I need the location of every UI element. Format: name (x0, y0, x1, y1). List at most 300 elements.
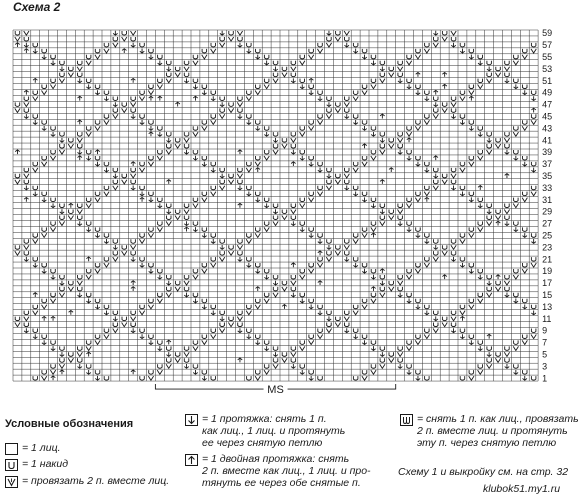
k2tog-stitch-icon (344, 245, 349, 249)
skp-stitch-icon (113, 316, 118, 320)
yo-stitch-icon (78, 144, 83, 148)
skp-stitch-icon (407, 84, 412, 88)
yo-stitch-icon (113, 239, 118, 243)
skp-stitch-icon (469, 126, 474, 130)
yo-stitch-icon (104, 186, 109, 190)
yo-stitch-icon (78, 215, 83, 219)
k2tog-stitch-icon (139, 239, 144, 243)
k2tog-stitch-icon (175, 358, 180, 362)
yo-stitch-icon (33, 91, 38, 95)
yo-stitch-icon (362, 49, 367, 53)
skp-stitch-icon (407, 156, 412, 160)
yo-stitch-icon (86, 198, 91, 202)
k2tog-stitch-icon (353, 168, 358, 172)
yo-stitch-icon (104, 329, 109, 333)
skp-stitch-icon (131, 328, 136, 332)
skp-stitch-icon (247, 191, 252, 195)
yo-stitch-icon (33, 43, 38, 47)
yo-stitch-icon (273, 144, 278, 148)
yo-stitch-icon (300, 126, 305, 130)
skp-stitch-icon (523, 305, 528, 309)
yo-stitch-icon (425, 91, 430, 95)
yo-stitch-icon (318, 114, 323, 118)
skp-stitch-icon (86, 84, 91, 88)
yo-stitch-icon (122, 245, 127, 249)
k2tog-stitch-icon (273, 364, 278, 368)
yo-stitch-icon (496, 67, 501, 71)
yo-stitch-icon (531, 305, 536, 309)
yo-stitch-icon (264, 198, 269, 202)
yo-stitch-icon (371, 221, 376, 225)
double-decrease-stitch-icon (238, 203, 243, 207)
k2tog-stitch-icon (113, 43, 118, 47)
yo-stitch-icon (398, 287, 403, 291)
skp-stitch-icon (416, 162, 421, 166)
k2tog-stitch-icon (522, 126, 527, 130)
yo-stitch-icon (86, 55, 91, 59)
yo-stitch-icon (478, 150, 483, 154)
k2tog-stitch-icon (15, 180, 20, 184)
skp-stitch-icon (345, 328, 350, 332)
yo-stitch-icon (273, 346, 278, 350)
double-decrease-stitch-icon (460, 316, 465, 320)
yo-stitch-icon (451, 37, 456, 41)
row-number: 23 (542, 242, 553, 253)
yo-stitch-icon (291, 215, 296, 219)
double-decrease-stitch-icon (256, 168, 261, 172)
yo-stitch-icon (416, 192, 421, 196)
k2tog-stitch-icon (380, 293, 385, 297)
yo-stitch-icon (291, 132, 296, 136)
yo-stitch-icon (193, 79, 198, 83)
row-number: 19 (542, 266, 553, 277)
yo-stitch-icon (86, 364, 91, 368)
k2tog-stitch-icon (504, 210, 509, 214)
k2tog-stitch-icon (451, 245, 456, 249)
footer-reference: Схему 1 и выкройку см. на стр. 32 (398, 466, 569, 478)
skp-stitch-icon (434, 31, 439, 35)
yo-stitch-icon (345, 37, 350, 41)
yo-stitch-icon (469, 370, 474, 374)
skp-stitch-icon (167, 67, 172, 71)
yo-stitch-icon (371, 364, 376, 368)
skp-stitch-icon (238, 257, 243, 261)
yo-stitch-icon (51, 340, 56, 344)
skp-stitch-icon (264, 61, 269, 65)
skp-stitch-icon (104, 168, 109, 172)
skp-stitch-icon (42, 55, 47, 59)
yo-stitch-icon (309, 49, 314, 53)
yo-stitch-icon (238, 323, 243, 327)
yo-stitch-icon (264, 293, 269, 297)
yo-stitch-icon (78, 204, 83, 208)
yo-stitch-icon (469, 85, 474, 89)
yo-stitch-icon (496, 352, 501, 356)
skp-stitch-icon (291, 221, 296, 225)
skp-stitch-icon (256, 269, 261, 273)
double-decrease-stitch-icon (78, 156, 83, 160)
yo-stitch-icon (300, 150, 305, 154)
yo-stitch-icon (42, 334, 47, 338)
yo-stitch-icon (247, 376, 252, 380)
skp-stitch-icon (158, 203, 163, 207)
k2tog-stitch-icon (371, 156, 376, 160)
yo-stitch-icon (345, 323, 350, 327)
skp-stitch-icon (353, 334, 358, 338)
skp-stitch-icon (505, 221, 510, 225)
k2tog-stitch-icon (59, 221, 64, 225)
yo-stitch-icon (273, 215, 278, 219)
double-decrease-stitch-icon (95, 150, 100, 154)
k2tog-stitch-icon (42, 305, 47, 309)
k2tog-stitch-icon (442, 323, 447, 327)
row-number: 9 (542, 325, 548, 336)
k2tog-stitch-icon (157, 85, 162, 89)
skp-stitch-icon (362, 55, 367, 59)
yo-stitch-icon (78, 346, 83, 350)
k2tog-stitch-icon (193, 275, 198, 279)
skp-stitch-icon (113, 174, 118, 178)
yo-stitch-icon (505, 144, 510, 148)
skp-stitch-icon (184, 364, 189, 368)
k2tog-stitch-icon (415, 340, 420, 344)
yo-stitch-icon (327, 311, 332, 315)
k2tog-stitch-icon (513, 275, 518, 279)
yo-stitch-icon (398, 358, 403, 362)
double-decrease-stitch-icon (131, 281, 136, 285)
k2tog-stitch-icon (273, 221, 278, 225)
skp-stitch-icon (318, 96, 323, 100)
yo-stitch-icon (514, 269, 519, 273)
yo-stitch-icon (389, 138, 394, 142)
skp-stitch-icon (95, 305, 100, 309)
skp-stitch-icon (523, 90, 528, 94)
skp-stitch-icon (184, 150, 189, 154)
yo-stitch-icon (42, 227, 47, 231)
k2tog-stitch-icon (433, 329, 438, 333)
k2tog-stitch-icon (255, 233, 260, 237)
k2tog-stitch-icon (42, 162, 47, 166)
yo-stitch-icon (193, 150, 198, 154)
yo-stitch-icon (167, 132, 172, 136)
double-decrease-stitch-icon (487, 334, 492, 338)
yo-stitch-icon (95, 120, 100, 124)
skp-stitch-icon (131, 114, 136, 118)
legend-skp: = 1 протяжка: снять 1 п. как лиц., 1 лиц. и протянуть ее через снятую петлю (185, 413, 345, 449)
yo-stitch-icon (33, 114, 38, 118)
skp-stitch-icon (95, 233, 100, 237)
k2tog-stitch-icon (487, 364, 492, 368)
yo-stitch-icon (60, 73, 64, 77)
yo-stitch-icon (158, 55, 163, 59)
skp-stitch-icon (247, 49, 252, 53)
k2tog-stitch-icon (15, 323, 20, 327)
k2tog-stitch-icon (504, 138, 509, 142)
yo-stitch-icon (95, 334, 100, 338)
k2tog-stitch-icon (184, 67, 189, 71)
yo-stitch-icon (451, 239, 456, 243)
yo-stitch-icon (398, 132, 403, 136)
double-decrease-stitch-icon (69, 203, 74, 207)
k2tog-stitch-icon (237, 31, 242, 35)
yo-symbol-icon (5, 459, 18, 471)
yo-stitch-icon (398, 144, 403, 148)
double-decrease-stitch-icon (86, 257, 91, 261)
k2tog-stitch-icon (122, 251, 127, 255)
k2tog-stitch-icon (380, 364, 385, 368)
yo-stitch-icon (362, 120, 367, 124)
yo-stitch-icon (362, 85, 367, 89)
yo-stitch-icon (478, 126, 483, 130)
k2tog-stitch-icon (148, 233, 153, 237)
yo-stitch-icon (247, 43, 252, 47)
yo-stitch-icon (505, 215, 510, 219)
skp-stitch-icon (78, 221, 83, 225)
double-decrease-stitch-icon (42, 316, 47, 320)
double-decrease-stitch-icon (149, 132, 154, 136)
yo-stitch-icon (300, 221, 305, 225)
yo-stitch-icon (407, 293, 412, 297)
k2tog-stitch-icon (50, 227, 55, 231)
skp-stitch-icon (505, 364, 510, 368)
double-decrease-stitch-icon (238, 358, 243, 362)
yo-stitch-icon (256, 49, 261, 53)
yo-stitch-icon (60, 346, 64, 350)
k2tog-stitch-icon (113, 257, 118, 261)
k2tog-stitch-icon (246, 239, 251, 243)
yo-stitch-icon (353, 114, 358, 118)
skp-stitch-icon (86, 156, 91, 160)
double-decrease-stitch-icon (24, 197, 29, 201)
yo-stitch-icon (336, 102, 341, 106)
yo-stitch-icon (42, 120, 47, 124)
double-decrease-stitch-icon (86, 352, 91, 356)
yo-stitch-icon (353, 257, 358, 261)
double-decrease-stitch-icon (434, 156, 439, 160)
skp-stitch-icon (434, 245, 439, 249)
yo-stitch-icon (140, 162, 145, 166)
k2tog-stitch-icon (531, 120, 536, 124)
skp-stitch-icon (291, 364, 296, 368)
yo-stitch-icon (104, 162, 109, 166)
yo-stitch-icon (247, 305, 252, 309)
yo-stitch-icon (158, 198, 163, 202)
yo-stitch-icon (416, 370, 421, 374)
k2tog-stitch-icon (148, 91, 153, 95)
yo-stitch-icon (247, 91, 252, 95)
row-number: 43 (542, 123, 553, 134)
skp-stitch-icon (469, 197, 474, 201)
k2tog-stitch-icon (68, 73, 73, 77)
skp-stitch-icon (113, 245, 118, 249)
k2tog-stitch-icon (59, 364, 64, 368)
k2tog-stitch-icon (371, 370, 376, 374)
double-decrease-stitch-icon (15, 150, 20, 154)
skp-stitch-icon (193, 370, 198, 374)
k2tog-stitch-icon (33, 311, 38, 315)
yo-stitch-icon (122, 174, 127, 178)
k2tog-stitch-icon (104, 49, 109, 53)
yo-stitch-icon (131, 239, 136, 243)
skp-stitch-icon (184, 78, 189, 82)
yo-stitch-icon (318, 305, 323, 309)
yo-stitch-icon (264, 269, 269, 273)
double-decrease-stitch-icon (33, 78, 38, 82)
k2tog-stitch-icon (353, 239, 358, 243)
yo-stitch-icon (514, 364, 519, 368)
yo-stitch-icon (15, 174, 20, 178)
knit-symbol-icon (5, 443, 18, 455)
skp-stitch-icon (131, 186, 136, 190)
yo-stitch-icon (300, 269, 305, 273)
double-decrease-stitch-icon (51, 376, 56, 380)
k2tog-stitch-icon (451, 102, 456, 106)
yo-stitch-icon (184, 61, 189, 65)
yo-stitch-icon (184, 358, 189, 362)
yo-stitch-icon (60, 275, 64, 279)
yo-stitch-icon (389, 352, 394, 356)
skp-stitch-icon (478, 275, 483, 279)
yo-stitch-icon (51, 269, 56, 273)
yo-stitch-icon (523, 120, 528, 124)
k2tog-stitch-icon (335, 180, 340, 184)
row-number: 13 (542, 301, 553, 312)
k2tog-stitch-icon (113, 329, 118, 333)
k2tog-stitch-icon (300, 275, 305, 279)
yo-stitch-icon (202, 227, 207, 231)
k2tog-stitch-icon (184, 210, 189, 214)
yo-stitch-icon (51, 364, 56, 368)
yo-stitch-icon (167, 73, 172, 77)
yo-stitch-icon (24, 311, 29, 315)
yo-stitch-icon (523, 227, 528, 231)
legend-k2tog: = провязать 2 п. вместе лиц. (5, 475, 169, 488)
row-number: 51 (542, 75, 553, 86)
skp-stitch-icon (193, 84, 198, 88)
skp-stitch-icon (407, 370, 412, 374)
k2tog-stitch-icon (166, 79, 171, 83)
k2tog-stitch-icon (478, 85, 483, 89)
yo-stitch-icon (425, 114, 430, 118)
k2tog-stitch-icon (522, 340, 527, 344)
k2tog-stitch-icon (335, 37, 340, 41)
k2tog-stitch-icon (113, 186, 118, 190)
skp-stitch-icon (113, 102, 118, 106)
k2tog-stitch-icon (211, 192, 216, 196)
yo-stitch-icon (407, 150, 412, 154)
yo-stitch-icon (95, 370, 100, 374)
yo-stitch-icon (51, 221, 56, 225)
double-decrease-stitch-icon (238, 150, 243, 154)
k2tog-stitch-icon (95, 126, 100, 130)
row-number: 31 (542, 194, 553, 205)
k2tog-stitch-icon (15, 251, 20, 255)
yo-stitch-icon (451, 180, 456, 184)
k2tog-stitch-icon (442, 108, 447, 112)
skp-stitch-icon (531, 310, 536, 314)
yo-stitch-icon (238, 251, 243, 255)
yo-stitch-icon (282, 210, 287, 214)
skp-stitch-icon (469, 340, 474, 344)
skp-stitch-icon (398, 364, 403, 368)
yo-stitch-icon (158, 150, 163, 154)
k2tog-stitch-icon (406, 204, 411, 208)
k2tog-stitch-icon (59, 293, 64, 297)
k2tog-stitch-icon (50, 85, 55, 89)
k2tog-stitch-icon (522, 198, 527, 202)
yo-stitch-icon (256, 334, 261, 338)
yo-stitch-icon (256, 263, 261, 267)
skp-stitch-icon (51, 275, 56, 279)
yo-stitch-icon (69, 352, 74, 356)
k2tog-stitch-icon (424, 263, 429, 267)
skp-stitch-icon (300, 84, 305, 88)
yo-stitch-icon (531, 329, 536, 333)
k2tog-stitch-icon (77, 281, 82, 285)
yo-stitch-icon (362, 370, 367, 374)
k2tog-stitch-icon (504, 352, 509, 356)
skp-stitch-icon (202, 90, 207, 94)
yo-stitch-icon (158, 221, 163, 225)
row-number: 41 (542, 135, 553, 146)
yo-stitch-icon (104, 91, 109, 95)
k2tog-stitch-icon (193, 132, 198, 136)
k2tog-stitch-icon (309, 55, 314, 59)
k2tog-stitch-icon (237, 245, 242, 249)
yo-stitch-icon (434, 180, 439, 184)
yo-stitch-icon (327, 323, 332, 327)
yo-stitch-icon (229, 102, 234, 106)
yo-stitch-icon (273, 275, 278, 279)
yo-stitch-icon (327, 251, 332, 255)
k2tog-stitch-icon (148, 162, 153, 166)
k2tog-symbol-icon (5, 476, 18, 488)
skp-stitch-icon (60, 352, 64, 356)
k2tog-stitch-icon (415, 198, 420, 202)
skp-stitch-icon (380, 138, 385, 142)
skp-stitch-icon (211, 168, 216, 172)
yo-stitch-icon (140, 233, 145, 237)
double-decrease-stitch-icon (371, 233, 376, 237)
yo-stitch-icon (460, 43, 465, 47)
skp-stitch-icon (238, 43, 243, 47)
k2tog-stitch-icon (184, 352, 189, 356)
k2tog-stitch-icon (487, 150, 492, 154)
row-number: 59 (542, 28, 553, 39)
k2tog-stitch-icon (504, 281, 509, 285)
yo-stitch-icon (416, 156, 421, 160)
k2tog-stitch-icon (362, 305, 367, 309)
skp-stitch-icon (460, 49, 465, 53)
double-decrease-stitch-icon (318, 281, 323, 285)
yo-stitch-icon (469, 192, 474, 196)
skp-stitch-icon (309, 233, 314, 237)
skp-stitch-icon (309, 305, 314, 309)
yo-stitch-icon (309, 299, 314, 303)
yo-stitch-icon (60, 204, 64, 208)
k2tog-stitch-icon (433, 257, 438, 261)
double-decrease-stitch-icon (291, 263, 296, 267)
yo-stitch-icon (193, 364, 198, 368)
skp-stitch-icon (425, 310, 430, 314)
skp-stitch-icon (380, 67, 385, 71)
yo-stitch-icon (282, 138, 287, 142)
k2tog-stitch-icon (202, 269, 207, 273)
k2tog-stitch-icon (15, 108, 20, 112)
skp-stitch-icon (51, 132, 56, 136)
skp-stitch-icon (167, 352, 172, 356)
yo-stitch-icon (434, 168, 439, 172)
